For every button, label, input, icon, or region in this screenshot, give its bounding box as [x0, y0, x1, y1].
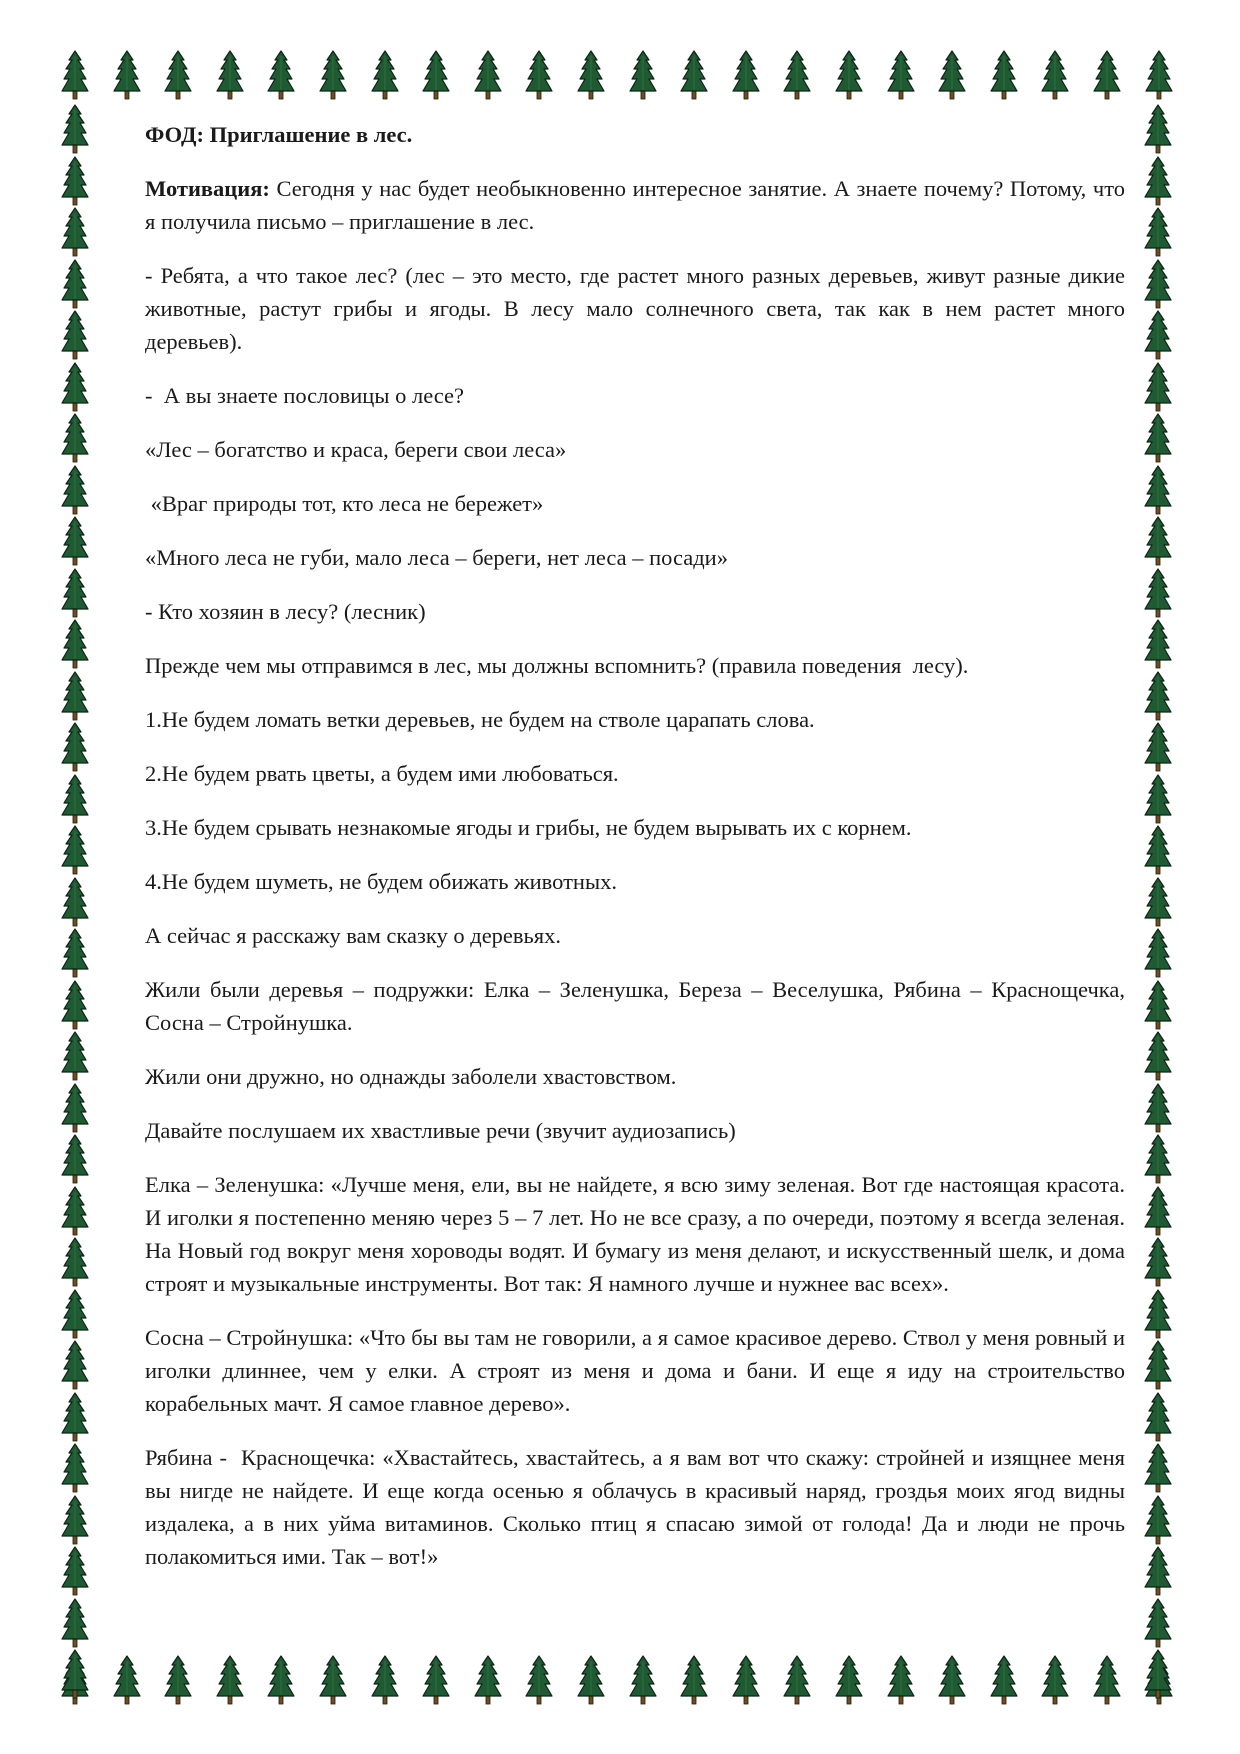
pine-tree-icon: [1040, 1655, 1070, 1705]
pine-tree-icon: [370, 50, 400, 100]
pine-tree-icon: [60, 1289, 90, 1339]
pine-tree-icon: [473, 50, 503, 100]
motivation-label: Мотивация:: [145, 176, 270, 201]
pine-tree-icon: [679, 1655, 709, 1705]
pine-tree-icon: [1092, 1655, 1122, 1705]
pine-tree-icon: [937, 50, 967, 100]
pine-tree-icon: [163, 50, 193, 100]
pine-tree-icon: [163, 1655, 193, 1705]
pine-tree-icon: [1040, 50, 1070, 100]
pine-tree-icon: [1143, 928, 1173, 978]
pine-tree-icon: [60, 774, 90, 824]
pine-tree-icon: [112, 50, 142, 100]
pine-tree-icon: [1143, 516, 1173, 566]
paragraph-listen: Давайте послушаем их хвастливые речи (звучит аудиозапись): [145, 1118, 736, 1143]
pine-tree-icon: [1143, 104, 1173, 154]
paragraph-boasting: Жили они дружно, но однажды заболели хвастовством.: [145, 1064, 677, 1089]
pine-tree-icon: [1143, 1649, 1173, 1699]
pine-tree-icon: [1143, 465, 1173, 515]
paragraph-proverbs-question: - А вы знаете пословицы о лесе?: [145, 383, 464, 408]
paragraph-what-is-forest: - Ребята, а что такое лес? (лес – это место, где растет много разных деревьев, живут разные дикие животные, растут грибы и ягоды. В лесу мало солнечного света, так как в нем растет много деревьев).: [145, 263, 1125, 354]
rule-3: 3.Не будем срывать незнакомые ягоды и грибы, не будем вырывать их с корнем.: [145, 815, 912, 840]
pine-tree-icon: [1143, 774, 1173, 824]
pine-tree-icon: [1143, 156, 1173, 206]
motivation-text: Сегодня у нас будет необыкновенно интересное занятие. А знаете почему? Потому, что я получила письмо – приглашение в лес.: [145, 176, 1125, 234]
pine-tree-icon: [576, 1655, 606, 1705]
pine-tree-icon: [937, 1655, 967, 1705]
pine-tree-icon: [60, 1237, 90, 1287]
pine-tree-icon: [1143, 362, 1173, 412]
pine-tree-icon: [1143, 1186, 1173, 1236]
pine-tree-icon: [60, 413, 90, 463]
pine-tree-icon: [60, 259, 90, 309]
pine-tree-icon: [1143, 1031, 1173, 1081]
pine-tree-icon: [1143, 1443, 1173, 1493]
pine-tree-icon: [1092, 50, 1122, 100]
pine-tree-icon: [731, 1655, 761, 1705]
pine-tree-icon: [1143, 1546, 1173, 1596]
pine-tree-icon: [679, 50, 709, 100]
rule-1: 1.Не будем ломать ветки деревьев, не будем на стволе царапать слова.: [145, 707, 815, 732]
pine-tree-icon: [1143, 825, 1173, 875]
pine-tree-icon: [60, 825, 90, 875]
paragraph-tale-intro: А сейчас я расскажу вам сказку о деревьях.: [145, 923, 562, 948]
pine-tree-icon: [60, 207, 90, 257]
pine-tree-icon: [266, 1655, 296, 1705]
speech-sosna: Сосна – Стройнушка: «Что бы вы там не говорили, а я самое красивое дерево. Ствол у меня ровный и иголки длиннее, чем у елки. А строят из меня и дома и бани. И еще я иду на строительство корабельных мачт. Я самое главное дерево».: [145, 1325, 1125, 1416]
pine-tree-icon: [1143, 1289, 1173, 1339]
pine-tree-icon: [1143, 207, 1173, 257]
pine-tree-icon: [524, 50, 554, 100]
pine-tree-icon: [60, 1031, 90, 1081]
pine-tree-icon: [524, 1655, 554, 1705]
pine-tree-icon: [60, 568, 90, 618]
pine-tree-icon: [60, 1083, 90, 1133]
pine-tree-icon: [782, 1655, 812, 1705]
pine-tree-icon: [1143, 568, 1173, 618]
pine-tree-icon: [60, 980, 90, 1030]
pine-tree-icon: [1143, 1495, 1173, 1545]
paragraph-rules-intro: Прежде чем мы отправимся в лес, мы должны вспомнить? (правила поведения лесу).: [145, 653, 969, 678]
pine-tree-icon: [1143, 877, 1173, 927]
paragraph-tree-friends: Жили были деревья – подружки: Елка – Зеленушка, Береза – Веселушка, Рябина – Краснощечка, Сосна – Стройнушка.: [145, 977, 1125, 1035]
pine-tree-icon: [421, 1655, 451, 1705]
pine-tree-icon: [473, 1655, 503, 1705]
pine-tree-icon: [1143, 259, 1173, 309]
pine-tree-icon: [60, 619, 90, 669]
pine-tree-icon: [60, 156, 90, 206]
pine-tree-icon: [60, 671, 90, 721]
pine-tree-icon: [60, 722, 90, 772]
pine-tree-icon: [834, 1655, 864, 1705]
pine-tree-icon: [60, 310, 90, 360]
pine-tree-icon: [60, 1546, 90, 1596]
pine-tree-icon: [1143, 1392, 1173, 1442]
pine-tree-icon: [628, 50, 658, 100]
pine-tree-icon: [1143, 1083, 1173, 1133]
proverb-2: «Враг природы тот, кто леса не бережет»: [145, 491, 544, 516]
pine-tree-icon: [1143, 980, 1173, 1030]
pine-tree-icon: [215, 50, 245, 100]
pine-tree-icon: [1143, 1340, 1173, 1390]
proverb-1: «Лес – богатство и краса, береги свои леса»: [145, 437, 567, 462]
pine-tree-icon: [60, 1495, 90, 1545]
pine-tree-icon: [60, 104, 90, 154]
speech-ryabina: Рябина - Краснощечка: «Хвастайтесь, хвастайтесь, а я вам вот что скажу: стройней и изящнее меня вы нигде не найдете. И еще когда осенью я облачусь в красивый наряд, гроздья моих ягод видны издалека, а в них уйма витаминов. Сколько птиц я спасаю зимой от голода! Да и люди не прочь полакомиться ими. Так – вот!»: [145, 1445, 1131, 1569]
pine-tree-icon: [1143, 619, 1173, 669]
pine-tree-icon: [215, 1655, 245, 1705]
pine-tree-icon: [60, 1186, 90, 1236]
pine-tree-icon: [60, 877, 90, 927]
pine-tree-icon: [1143, 1237, 1173, 1287]
pine-tree-icon: [60, 50, 90, 100]
pine-tree-icon: [886, 1655, 916, 1705]
pine-tree-icon: [576, 50, 606, 100]
pine-tree-icon: [989, 50, 1019, 100]
pine-tree-icon: [1143, 722, 1173, 772]
pine-tree-icon: [266, 50, 296, 100]
pine-tree-icon: [60, 516, 90, 566]
pine-tree-icon: [60, 1392, 90, 1442]
pine-tree-icon: [112, 1655, 142, 1705]
pine-tree-icon: [370, 1655, 400, 1705]
pine-tree-icon: [834, 50, 864, 100]
pine-tree-icon: [318, 50, 348, 100]
pine-tree-icon: [989, 1655, 1019, 1705]
pine-tree-icon: [60, 928, 90, 978]
pine-tree-icon: [60, 1443, 90, 1493]
page-title: ФОД: Приглашение в лес.: [145, 122, 413, 147]
pine-tree-icon: [60, 362, 90, 412]
rule-4: 4.Не будем шуметь, не будем обижать животных.: [145, 869, 617, 894]
pine-tree-icon: [1143, 1134, 1173, 1184]
speech-elka: Елка – Зеленушка: «Лучше меня, ели, вы не найдете, я всю зиму зеленая. Вот где настоящая красота. И иголки я постепенно меняю через 5 – 7 лет. Но не все сразу, а по очереди, поэтому я всегда зеленая. На Новый год вокруг меня хороводы водят. И бумагу из меня делают, и искусственный шелк, и дома строят и музыкальные инструменты. Вот так: Я намного лучше и нужнее вас всех».: [145, 1172, 1125, 1296]
document-body: [145, 118, 1131, 1594]
motivation-paragraph: [145, 172, 1125, 238]
pine-tree-icon: [60, 1134, 90, 1184]
pine-tree-icon: [60, 1340, 90, 1390]
pine-tree-icon: [60, 1598, 90, 1648]
pine-tree-icon: [60, 1649, 90, 1699]
pine-tree-icon: [421, 50, 451, 100]
pine-tree-icon: [318, 1655, 348, 1705]
pine-tree-icon: [60, 465, 90, 515]
rule-2: 2.Не будем рвать цветы, а будем ими любоваться.: [145, 761, 619, 786]
pine-tree-icon: [1144, 50, 1174, 100]
pine-tree-icon: [628, 1655, 658, 1705]
pine-tree-icon: [1143, 413, 1173, 463]
proverb-3: «Много леса не губи, мало леса – береги, нет леса – посади»: [145, 545, 728, 570]
pine-tree-icon: [886, 50, 916, 100]
pine-tree-icon: [782, 50, 812, 100]
pine-tree-icon: [1143, 310, 1173, 360]
pine-tree-icon: [731, 50, 761, 100]
pine-tree-icon: [1143, 671, 1173, 721]
pine-tree-icon: [1143, 1598, 1173, 1648]
paragraph-forest-owner: - Кто хозяин в лесу? (лесник): [145, 599, 426, 624]
